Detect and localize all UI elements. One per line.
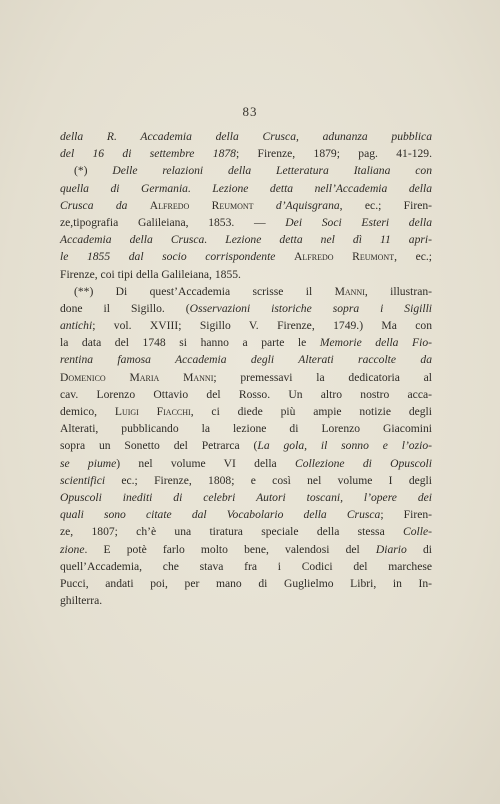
text-segment: Pucci, andati poi, per mano di Guglielmo Libri, in In- xyxy=(60,576,432,590)
text-segment: ; vol. XVIII; Sigillo V. Firenze, 1749.) Ma con xyxy=(92,319,432,333)
text-line xyxy=(60,214,432,231)
text-segment: quell’Accademia, che stava fra i Codici del marchese xyxy=(60,559,432,573)
text-segment: Domenico Maria Manni xyxy=(60,370,214,384)
text-segment: . E potè farlo molto bene, valendosi del xyxy=(84,542,376,556)
text-line xyxy=(60,369,432,386)
text-line xyxy=(60,506,432,523)
text-line xyxy=(60,145,432,162)
text-line xyxy=(60,386,432,403)
text-segment: di xyxy=(406,542,432,556)
text-segment: (**) Di quest’Accademia scrisse il xyxy=(74,284,335,298)
text-segment: , ec.; Firen- xyxy=(339,198,432,212)
text-segment: Memorie della Fio- xyxy=(319,336,432,350)
text-segment: zione xyxy=(60,542,85,556)
text-line xyxy=(60,317,432,334)
text-segment: Luigi Fiacchi xyxy=(114,405,191,418)
text-line xyxy=(60,541,432,558)
text-segment: se piume xyxy=(60,456,117,470)
text-segment: Osservazioni istoriche sopra i Sigilli xyxy=(189,301,433,315)
text-line xyxy=(60,575,432,592)
text-segment: Accademia della Crusca. Lezione detta nel dì 11 apri- xyxy=(60,233,432,247)
text-segment: , ci diede più ampie notizie degli xyxy=(190,405,432,418)
text-segment: cav. Lorenzo Ottavio del Rosso. Un altro nostro acca- xyxy=(60,387,432,401)
page-number: 83 xyxy=(242,104,258,119)
text-segment: sopra un Sonetto del Petrarca ( xyxy=(60,439,258,453)
text-segment: la data del 1748 si hanno a parte le xyxy=(60,336,320,350)
text-segment: le 1855 dal socio corrispondente xyxy=(60,250,295,264)
text-line xyxy=(60,592,432,609)
text-line xyxy=(60,283,432,300)
text-segment: , ec.; xyxy=(394,250,433,264)
text-line xyxy=(60,523,432,540)
text-line xyxy=(60,300,432,317)
text-segment: rentina famosa Accademia degli Alterati raccolte da xyxy=(60,353,432,367)
text-segment: ; Firen- xyxy=(380,508,432,522)
text-segment: quella di Germania. Lezione detta nell’Accademia della xyxy=(60,181,432,195)
text-segment: Manni xyxy=(334,284,365,298)
text-segment: , illustran- xyxy=(364,284,432,298)
text-line xyxy=(60,197,432,214)
text-segment: Colle- xyxy=(403,525,432,539)
text-segment: ze, 1807; ch’è una tiratura speciale della stessa xyxy=(60,525,404,539)
text-segment: (*) xyxy=(74,164,113,178)
text-line xyxy=(60,231,432,248)
text-segment: antichi xyxy=(60,319,93,333)
text-segment: ec.; Firenze, 1808; e così nel volume I degli xyxy=(105,473,432,487)
text-segment: quali sono citate dal Vocabolario della Crusca xyxy=(60,508,381,522)
text-line xyxy=(60,489,432,506)
text-segment: ze,tipografia Galileiana, 1853. — xyxy=(60,215,286,229)
text-line xyxy=(60,128,432,145)
text-line xyxy=(60,437,432,454)
text-segment: ; Firenze, 1879; pag. 41-129. xyxy=(235,147,432,161)
text-segment: Alfredo Reumont xyxy=(294,250,395,264)
text-line xyxy=(60,334,432,351)
footnote-text-block xyxy=(60,128,432,609)
text-line xyxy=(60,162,432,179)
text-segment: La gola, il sonno e l’ozio- xyxy=(257,439,432,453)
text-segment: Diario xyxy=(375,542,407,556)
text-segment: d’Aquisgrana xyxy=(253,198,340,212)
text-line xyxy=(60,351,432,368)
text-segment: Delle relazioni della Letteratura Italiana con xyxy=(112,164,432,178)
text-segment: della R. Accademia della Crusca, adunanza pubblica xyxy=(60,130,432,143)
text-segment: ; premessavi la dedicatoria al xyxy=(213,370,433,384)
text-segment: ) nel volume VI della xyxy=(116,456,295,470)
text-segment: Dei Soci Esteri della xyxy=(285,215,432,229)
text-line xyxy=(60,455,432,472)
text-line xyxy=(60,266,432,283)
text-segment: scientifici xyxy=(60,473,106,487)
text-segment: Crusca da xyxy=(60,198,150,212)
text-line xyxy=(60,180,432,197)
text-line xyxy=(60,248,432,265)
text-line xyxy=(60,472,432,489)
text-segment: done il Sigillo. ( xyxy=(60,301,190,315)
text-line xyxy=(60,420,432,437)
text-segment: del 16 di settembre 1878 xyxy=(60,147,236,161)
text-segment: Opuscoli inediti di celebri Autori toscani, l’opere dei xyxy=(60,490,432,504)
text-segment: Collezione di Opuscoli xyxy=(294,456,432,470)
text-segment: Firenze, coi tipi della Galileiana, 1855. xyxy=(60,267,241,281)
text-line xyxy=(60,403,432,420)
text-segment: Alfredo Reumont xyxy=(149,198,254,212)
text-segment: ghilterra. xyxy=(60,594,103,608)
text-segment: Alterati, pubblicando la lezione di Lorenzo Giacomini xyxy=(60,422,432,436)
text-line xyxy=(60,558,432,575)
text-segment: demico, xyxy=(60,405,115,418)
